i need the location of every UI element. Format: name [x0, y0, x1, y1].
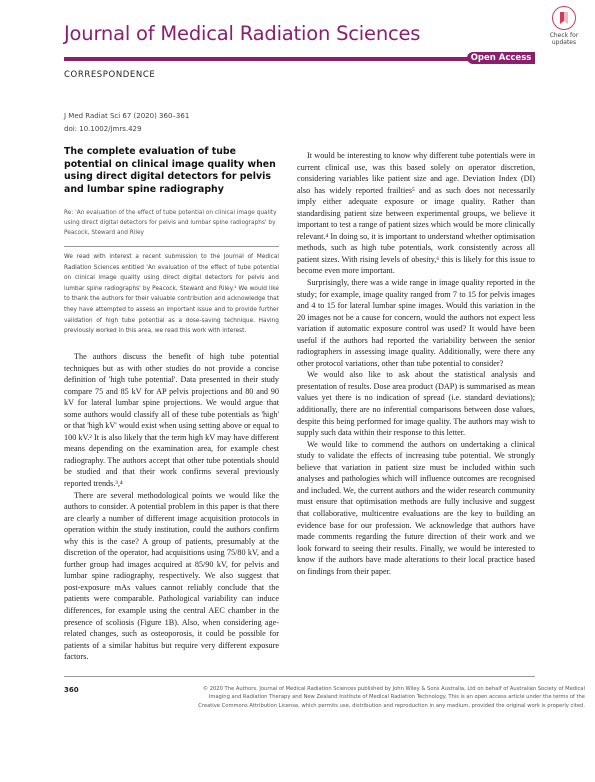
- check-for-updates-button[interactable]: [540, 6, 588, 46]
- section-label: CORRESPONDENCE: [64, 70, 156, 80]
- journal-title: Journal of Medical Radiation Sciences: [64, 22, 421, 45]
- paragraph: We would like to commend the authors on undertaking a clinical study to validate the effects of increasing tube potential. We strongly believe that variation in patient size must be included within such analyses and pathologies which will influence outcomes are recognised and included. We, the current authors and the wider research community must ensure that optimisation methods are fully inclusive and suggest that collaborative, multicentre evaluations are the key to building an evidence base for our profession. We acknowledge that authors have made comments regarding the future direction of their work and we look forward to seeing their results. Finally, we would be interested to know if the authors have made alterations to their local practice based on findings from their paper.: [297, 439, 535, 576]
- paragraph: It would be interesting to know why different tube potentials were in current clinical use, was this based solely on operator discretion, considering variables like patient size and age. Deviation Index (DI) also has widely reported frailties⁵ and as such does not necessarily imply either adequate exposure or image quality. Rather than standardising patient size between experimental groups, we believe it important to test a range of patient sizes which would be more clinically relevant.⁴ In doing so, it is important to understand whether optimisation methods, such as high tube potentials, work consistently across all patient sizes. With rising levels of obesity,⁶ this is likely for this issue to become even more important.: [297, 151, 535, 276]
- citation-line: J Med Radiat Sci 67 (2020) 360–361: [64, 112, 190, 120]
- footer-rule: [64, 676, 535, 677]
- right-column: [297, 150, 535, 577]
- separator-rule: [64, 246, 279, 247]
- paragraph: We would also like to ask about the statistical analysis and presentation of results. Dose area product (DAP) is summarised as mean values yet there is no indication of spread (i.e. standard deviations); additionally, there are no inferential comparisons between dose values, despite this being performed for image quality. The authors may wish to supply such data within their response to this letter.: [297, 370, 535, 438]
- doi-link[interactable]: doi: 10.1002/jmrs.429: [64, 125, 142, 133]
- re-note: Re: 'An evaluation of the effect of tube potential on clinical image quality using direct digital detectors for pelvis and lumbar spine radiographs' by Peacock, Steward and Riley: [64, 210, 277, 236]
- header-rule: [64, 57, 534, 61]
- paragraph: Surprisingly, there was a wide range in image quality reported in the study; for example, image quality ranged from 7 to 15 for pelvis images and 4 to 15 for lateral lumbar spine images. Would this variation in the 20 images not be a cause for concern, would the authors not expect less variation if automatic exposure control was used? It would have been useful if the authors had reported the variability between the senior radiographers in assessing image quality. Additionally, were there any other protocol variations, other than tube potential to consider?: [297, 278, 535, 368]
- intro-paragraph: We read with interest a recent submission to the Journal of Medical Radiation Sciences entitled 'An evaluation of the effect of tube potential on clinical image quality using direct digital detectors for pelvis and lumbar spine radiographs' by Peacock, Steward and Riley.¹ We would like to thank the authors for their valuable contribution and acknowledge that they have attempted to assess an important issue and to provide further validation of high tube potential as a dose-saving technique. Having previously worked in this area, we read this work with interest.: [64, 254, 279, 335]
- page-number: 360: [64, 686, 79, 694]
- left-column: [64, 351, 279, 663]
- paragraph: There are several methodological points we would like the authors to consider. A potential problem in this paper is that there are clearly a number of different image acquisition protocols in operation within the study institution, could the authors confirm why this is the case? A group of patients, presumably at the discretion of the operator, had acquisitions using 75/80 kV, and a further group had images acquired at 85/90 kV, for pelvis and lumbar spine radiography, respectively. We also suggest that post-exposure mAs values cannot reliably conclude that the patients were comparable. Pathological variability can induce differences, for example using the central AEC chamber in the presence of scoliosis (Figure 1B). Also, when considering age-related changes, such as osteoporosis, it could be possible for patients of a similar habitus but require very different exposure factors.: [64, 490, 279, 662]
- crossmark-icon: [552, 6, 576, 30]
- copyright-notice: © 2020 The Authors. Journal of Medical Radiation Sciences published by John Wiley & Sons Australia, Ltd on behalf of Australian Society of Medical Imaging and Radiation Therapy and New Zealand Institute of Medical Radiation Technology. This is an open access article under the terms of the Creative Commons Attribution License, which permits use, distribution and reproduction in any medium, provided the original work is properly cited.: [198, 686, 585, 709]
- paragraph: The authors discuss the benefit of high tube potential techniques but as with other studies do not provide a concise definition of 'high tube potential'. Data presented in their study compare 75 and 85 kV for AP pelvis projections and 80 and 90 kV for lateral lumbar spine projections. We would argue that some authors would classify all of these tube potentials as 'high' or that 'high kV' would exist when using setting above or equal to 100 kV.² It is also likely that the term high kV may have different means depending on the examination area, for example chest radiography. The authors accept that other tube potentials should be studied and that their work confirms several previously reported trends.³,⁴: [64, 352, 279, 489]
- open-access-badge: Open Access: [467, 52, 535, 64]
- check-for-updates-label: Check for updates: [549, 32, 579, 46]
- article-title: The complete evaluation of tube potential on clinical image quality when using direct digital detectors for pelvis and lumbar spine radiography: [64, 146, 276, 195]
